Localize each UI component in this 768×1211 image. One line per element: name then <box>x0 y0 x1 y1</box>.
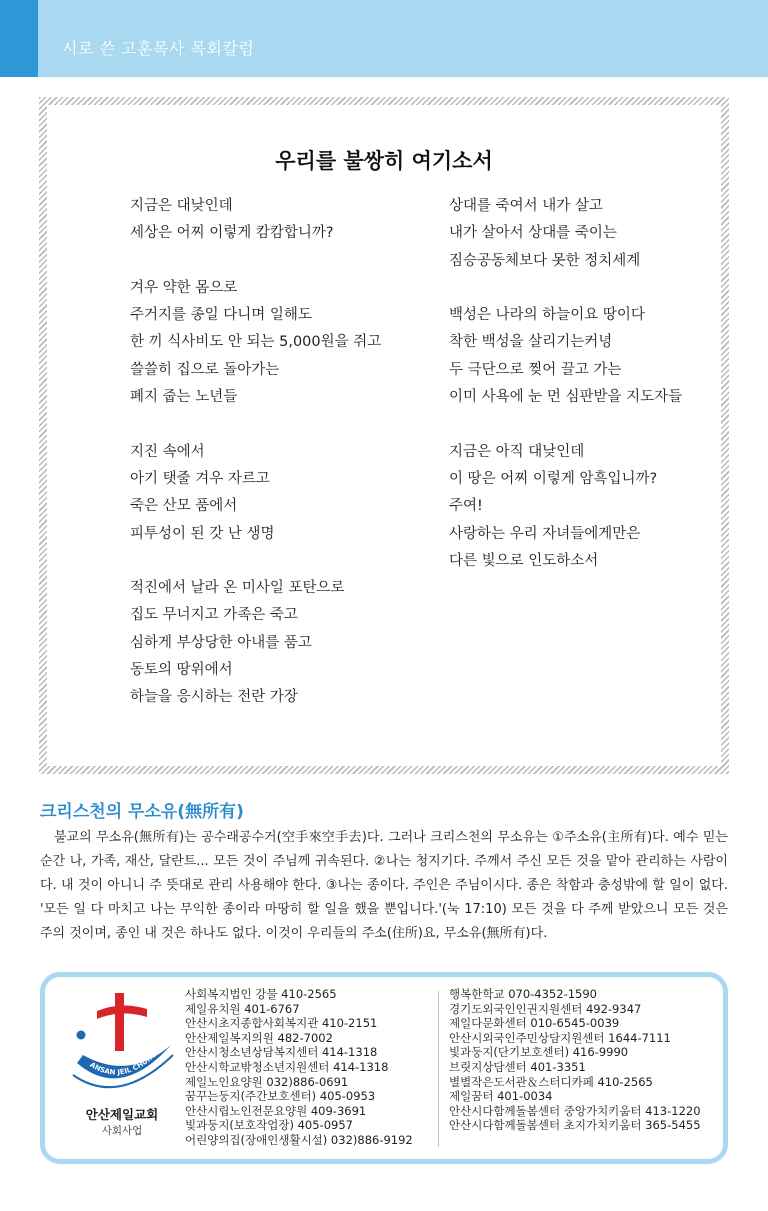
contact-line: 브릿지상담센터 401-3351 <box>449 1059 586 1074</box>
poem-line: 피투성이 된 갓 난 생명 <box>130 525 275 542</box>
poem-panel <box>47 105 721 766</box>
poem-line: 착한 백성을 살리기는커녕 <box>449 334 613 351</box>
church-subtitle: 사회사업 <box>101 1125 143 1137</box>
poem-right-column <box>449 193 682 575</box>
contact-line: 경기도외국인인권지원센터 492-9347 <box>449 1001 642 1016</box>
poem-line <box>130 248 381 275</box>
poem-line <box>130 548 381 575</box>
poem-line: 주거지를 종일 다니며 일해도 <box>130 307 312 324</box>
contact-line: 안산시립노인전문요양원 409-3691 <box>185 1103 367 1118</box>
column-divider <box>438 991 439 1147</box>
poem-line: 지금은 아직 대낮인데 <box>449 443 585 460</box>
poem-line: 다른 빛으로 인도하소서 <box>449 552 599 569</box>
poem-line: 백성은 나라의 하늘이요 땅이다 <box>449 307 645 324</box>
essay-title: 크리스천의 무소유(無所有) <box>40 802 244 822</box>
contact-line: 안산시초지종합사회복지관 410-2151 <box>185 1016 378 1031</box>
contact-line: 어린양의집(장애인생활시설) 032)886-9192 <box>185 1132 413 1147</box>
poem-line: 죽은 산모 품에서 <box>130 498 238 515</box>
contact-line: 빛과둥지(보호작업장) 405-0957 <box>185 1118 353 1133</box>
poem-line: 사랑하는 우리 자녀들에게만은 <box>449 525 641 542</box>
contact-line: 제일노인요양원 032)886-0691 <box>185 1074 349 1089</box>
contact-line: 제일다문화센터 010-6545-0039 <box>449 1016 620 1031</box>
poem-line: 심하게 부상당한 아내를 품고 <box>130 634 312 651</box>
church-name: 안산제일교회 <box>85 1107 159 1122</box>
contact-line: 안산제일복지의원 482-7002 <box>185 1030 333 1045</box>
contact-line: 빛과둥지(단기보호센터) 416-9990 <box>449 1045 629 1060</box>
logo-text: ANSAN JEIL CHURCH <box>88 1047 163 1077</box>
poem-title: 우리를 불쌍히 여기소서 <box>275 149 493 173</box>
contact-line: 안산시다함께돌봄센터 중앙가치키움터 413-1220 <box>449 1103 701 1118</box>
poem-line: 겨우 약한 몸으로 <box>130 279 238 296</box>
poem-line: 적진에서 날라 온 미사일 포탄으로 <box>130 580 345 597</box>
contacts-right-column <box>449 987 701 1133</box>
poem-line: 하늘을 응시하는 전란 가장 <box>130 689 298 706</box>
essay-body: 불교의 무소유(無所有)는 공수래공수거(空手來空手去)다. 그러나 크리스천의 무소유는 ①주소유(主所有)다. 예수 믿는 순간 나, 가족, 재산, 달란트... 모든 것이 주님께 귀속된다. ②나는 청지기다. 주께서 주신 모든 것을 맡아 관리하는 사람이다. 내 것이 아니니 주 뜻대로 관리 사용해야 한다. ③나는 종이다. 주인은 주님이시다. 종은 착함과 충성밖에 할 일이 없다. '모든 일 다 마치고 나는 무익한 종이라 마땅히 할 일을 했을 뿐입니다.'(눅 17:10) 모든 것을 다 주께 받았으니 모든 것은 주의 것이며, 종인 내 것은 하나도 없다. 이것이 우리들의 주소(住所)요, 무소유(無所有)다. <box>40 830 728 941</box>
poem-line: 폐지 줍는 노년들 <box>130 389 238 406</box>
contact-line: 사회복지법인 강물 410-2565 <box>185 987 337 1001</box>
poem-line: 두 극단으로 찢어 끌고 가는 <box>449 361 622 378</box>
logo-dot <box>77 1031 86 1040</box>
poem-line <box>449 275 682 302</box>
contacts-left-column <box>185 987 413 1148</box>
poem-left-column <box>130 193 381 712</box>
poem-line: 주여! <box>449 498 483 515</box>
poem-line: 상대를 죽여서 내가 살고 <box>449 198 603 214</box>
poem-line: 한 끼 식사비도 안 되는 5,000원을 쥐고 <box>130 334 382 351</box>
header-band <box>0 0 768 77</box>
contact-line: 제일유치원 401-6767 <box>185 1001 300 1016</box>
poem-line: 짐승공동체보다 못한 정치세계 <box>449 252 641 269</box>
contact-line: 별별작은도서관＆스터디카페 410-2565 <box>449 1074 653 1089</box>
poem-line: 지금은 대낮인데 <box>130 198 233 214</box>
contact-line: 안산시외국인주민상담지원센터 1644-7111 <box>449 1030 671 1045</box>
poem-line: 이미 사욕에 눈 먼 심판받을 지도자들 <box>449 389 683 406</box>
contact-line: 꿈꾸는둥지(주간보호센터) 405-0953 <box>185 1089 376 1104</box>
poem-line: 동토의 땅위에서 <box>130 662 233 679</box>
logo-cross-vertical <box>115 993 124 1051</box>
church-info-box <box>40 972 728 1164</box>
contact-line: 안산시학교밖청소년지원센터 414-1318 <box>185 1059 389 1074</box>
church-logo-icon <box>69 989 179 1099</box>
contact-line: 안산시다함께돌봄센터 초지가치키움터 365-5455 <box>449 1118 701 1133</box>
poem-line: 집도 무너지고 가족은 죽고 <box>130 607 298 624</box>
poem-line: 내가 살아서 상대를 죽이는 <box>449 225 617 242</box>
contact-line: 행복한학교 070-4352-1590 <box>449 987 597 1001</box>
contact-line: 안산시청소년상담복지센터 414-1318 <box>185 1045 378 1060</box>
poem-line: 이 땅은 어찌 이렇게 암흑입니까? <box>449 470 658 487</box>
poem-frame <box>39 97 729 774</box>
header-title: 시로 쓴 고훈목사 목회칼럼 <box>62 39 255 58</box>
header-accent-tab <box>0 0 38 77</box>
contact-line: 제일꿈터 401-0034 <box>449 1089 553 1104</box>
poem-line <box>449 411 682 438</box>
poem-line: 아기 탯줄 겨우 자르고 <box>130 470 270 487</box>
poem-line <box>130 411 381 438</box>
poem-line: 세상은 어찌 이렇게 캄캄합니까? <box>130 225 334 242</box>
poem-line: 쓸쓸히 집으로 돌아가는 <box>130 361 280 378</box>
poem-line: 지진 속에서 <box>130 443 205 460</box>
